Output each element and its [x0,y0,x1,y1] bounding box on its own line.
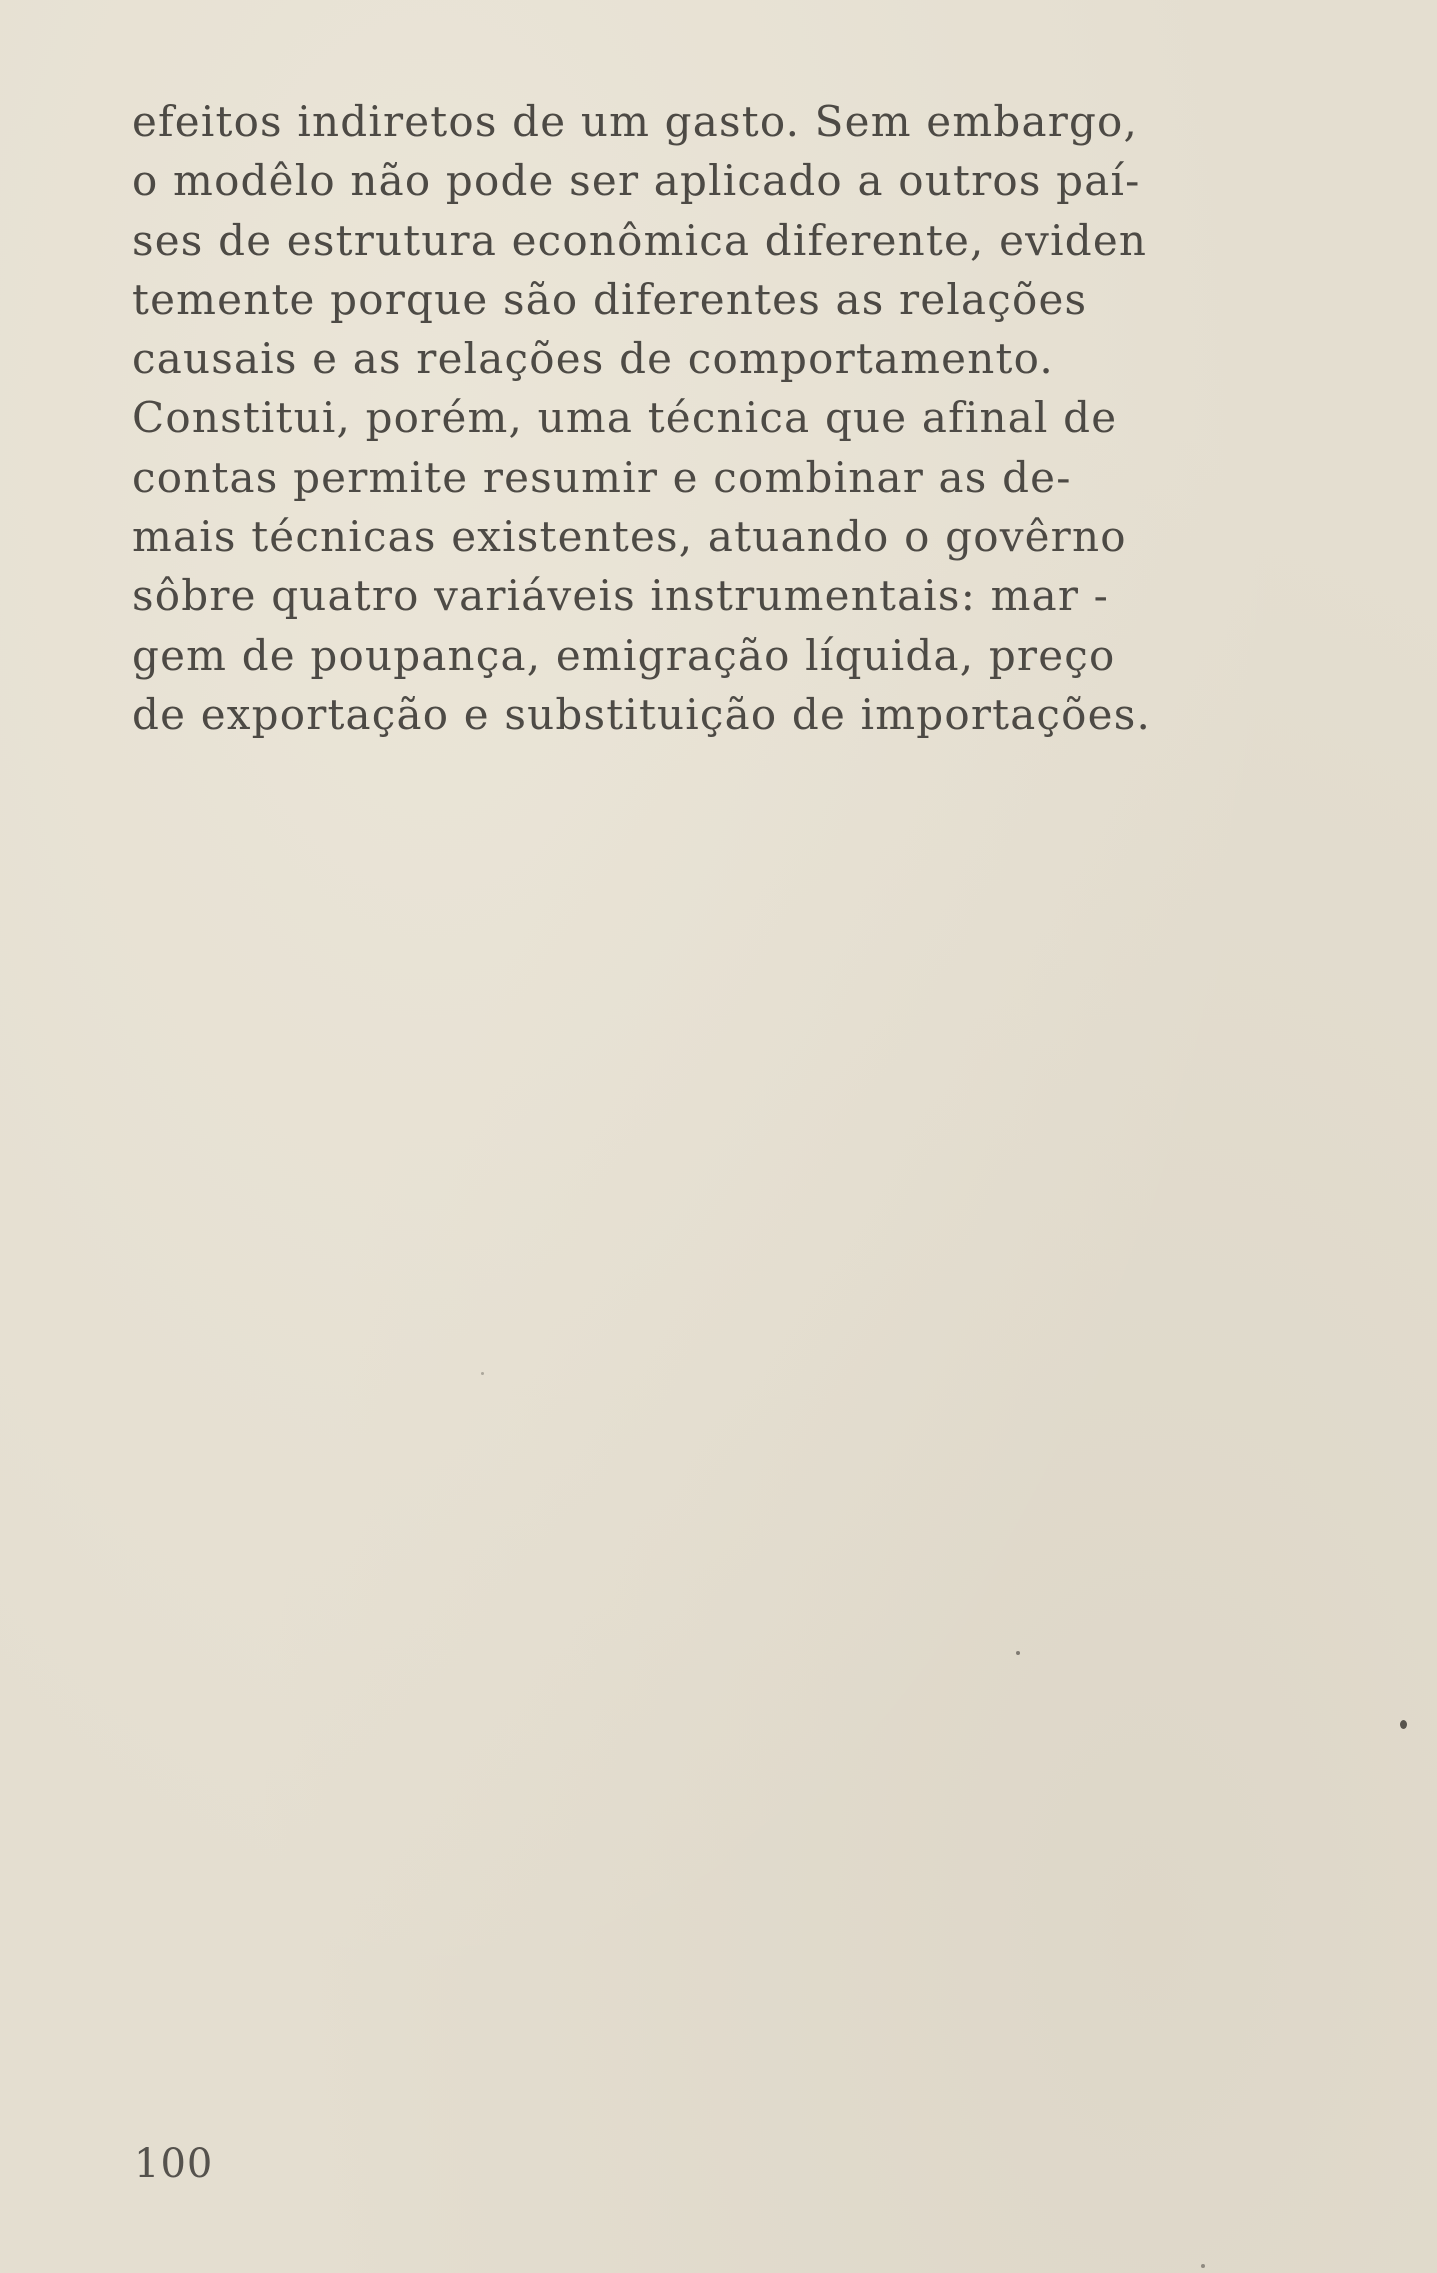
text-line: contas permite resumir e combinar as de- [132,452,1072,502]
text-line: Constitui, porém, uma técnica que afinal de [132,393,1118,443]
text-line: sôbre quatro variáveis instrumentais: mar - [132,571,1110,621]
text-line: o modêlo não pode ser aplicado a outros paí- [132,156,1141,206]
body-paragraph [132,92,1292,744]
text-line: causais e as relações de comportamento. [132,334,1054,384]
text-line: ses de estrutura econômica diferente, eviden [132,215,1148,265]
paper-speck [1400,1720,1407,1729]
paper-speck [1201,2264,1205,2268]
text-line: de exportação e substituição de importações. [132,689,1152,739]
paper-speck [481,1372,484,1375]
text-line: efeitos indiretos de um gasto. Sem embargo, [132,97,1139,146]
text-line: gem de poupança, emigração líquida, preço [132,630,1116,680]
text-line: mais técnicas existentes, atuando o govêrno [132,512,1127,562]
paper-speck [1016,1651,1020,1655]
page-number: 100 [134,2141,214,2187]
text-line: temente porque são diferentes as relações [132,274,1088,324]
